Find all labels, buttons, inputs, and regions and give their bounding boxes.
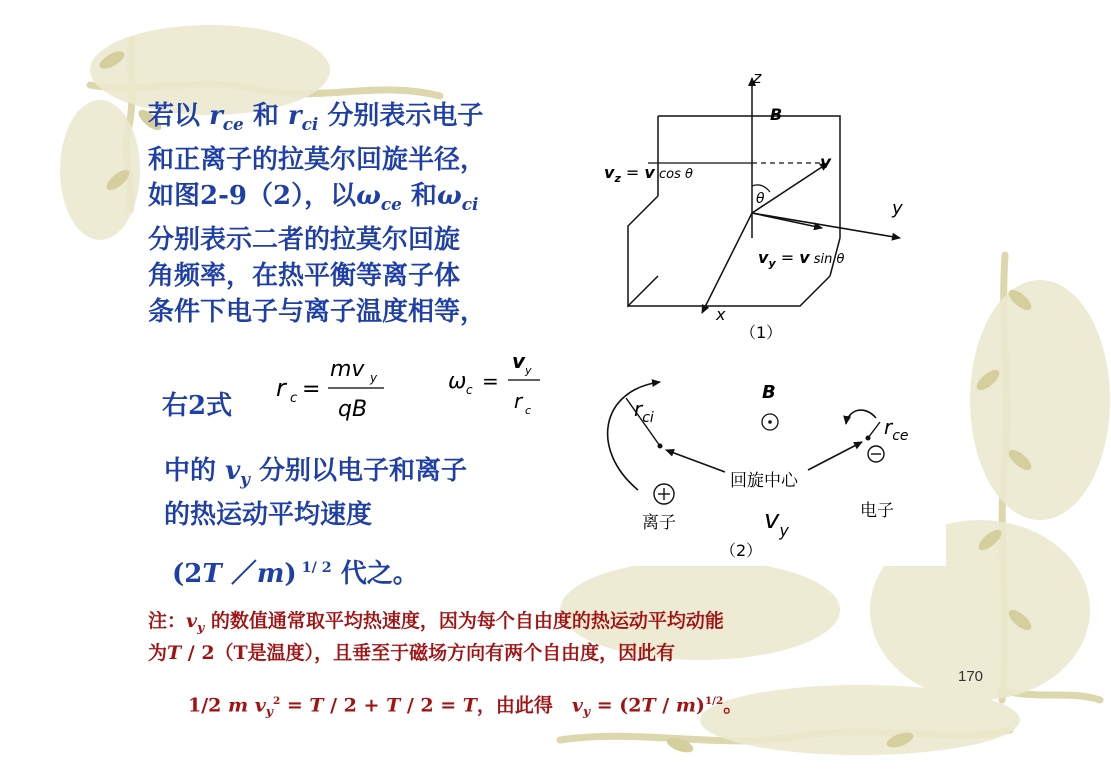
- text: 如图2-9（2），以: [148, 180, 357, 211]
- text: 分别以电子和离子: [250, 456, 468, 486]
- B-label: B: [762, 382, 776, 403]
- vy-subscript: y: [779, 521, 789, 540]
- x-axis: [702, 213, 752, 313]
- vz-equation: [604, 163, 693, 185]
- m-symbol: m: [256, 559, 285, 589]
- exponent: 1/2: [704, 695, 724, 707]
- vy-symbol: v: [186, 610, 198, 632]
- text: / 2 =: [400, 694, 463, 717]
- text: 中的: [164, 456, 226, 486]
- thermal-line-2: 的热运动平均速度: [164, 499, 373, 530]
- text: 注：: [148, 610, 187, 632]
- text: / 2（T是温度），且垂至于磁场方向有两个自由度，因此有: [181, 642, 676, 664]
- formula2-lhs: ω: [448, 369, 467, 394]
- rce-label: [884, 415, 909, 444]
- formula2-numerator: v: [512, 349, 526, 373]
- vy-subscript: y: [197, 619, 205, 635]
- intro-line-2: 和正离子的拉莫尔回旋半径，: [148, 144, 487, 175]
- omega-ce-symbol: ω: [356, 180, 381, 211]
- horizontal-plane-left: [628, 196, 658, 306]
- T-symbol: T: [641, 694, 656, 717]
- rci-symbol: r: [634, 397, 643, 421]
- figure2-caption: （2）: [720, 541, 763, 560]
- vz-eq: =: [620, 163, 645, 182]
- formula1-numerator: mv: [330, 357, 365, 382]
- vy-symbol: v: [764, 505, 780, 535]
- m-symbol: m: [675, 694, 696, 717]
- text: /: [655, 694, 676, 717]
- arrow-to-ion-center: [666, 450, 725, 472]
- thermal-velocity-paragraph: [164, 453, 467, 533]
- rce-symbol: r: [209, 101, 223, 131]
- formula2-denominator: r: [514, 389, 523, 413]
- omega-ci-symbol: ω: [436, 180, 462, 211]
- rce-subscript: ce: [222, 113, 244, 134]
- v-label: v: [820, 153, 832, 173]
- formula1-eq: =: [302, 377, 321, 402]
- intro-line-4: 分别表示二者的拉莫尔回旋: [148, 224, 461, 255]
- m-symbol: m: [228, 694, 249, 717]
- v-symbol: v: [571, 694, 583, 717]
- y-axis: [752, 213, 900, 238]
- vy-subscript: y: [768, 257, 776, 270]
- omega-ce-subscript: ce: [380, 193, 402, 214]
- intro-paragraph: [148, 98, 486, 330]
- x-axis-label: x: [716, 305, 726, 324]
- formula2-lhs-sub: c: [466, 383, 473, 397]
- text: 代之。: [331, 559, 419, 589]
- T-symbol: T: [386, 694, 401, 717]
- formula2-eq: =: [482, 369, 499, 393]
- text: (2: [172, 559, 203, 589]
- v-superscript: 2: [272, 695, 281, 707]
- ion-center-dot: [658, 444, 663, 449]
- T-symbol: T: [167, 642, 182, 664]
- T-symbol: T: [462, 694, 477, 717]
- electron-center-dot: [866, 436, 871, 441]
- intro-line-3: [148, 178, 486, 222]
- arrow-to-electron-center: [808, 442, 862, 470]
- text: 1/2: [188, 694, 228, 717]
- horizontal-plane-front: [628, 276, 830, 306]
- substitution-text: [172, 550, 419, 592]
- rce-symbol: r: [884, 415, 893, 439]
- text: ): [284, 559, 297, 589]
- vertical-plane: [658, 116, 840, 196]
- vy-label: [764, 505, 789, 540]
- rci-label: [634, 397, 654, 426]
- theta-label: θ: [756, 191, 765, 207]
- v-subscript: y: [582, 703, 591, 719]
- vy-eq: =: [775, 248, 800, 267]
- page-number: 170: [958, 668, 984, 685]
- formula1-lhs-sub: c: [290, 391, 298, 406]
- vz-v: v: [644, 163, 655, 182]
- text: / 2 +: [323, 694, 387, 717]
- figure-gyration: [580, 360, 946, 566]
- formula1-num-sub: y: [370, 371, 378, 385]
- vy-symbol: v: [758, 248, 769, 267]
- intro-line-1: [148, 98, 486, 142]
- text: 和: [401, 180, 437, 211]
- omega-ci-subscript: ci: [461, 193, 479, 214]
- y-axis-label: y: [892, 198, 903, 219]
- note-line-2: [148, 638, 675, 668]
- v-subscript: y: [265, 703, 273, 719]
- formula-intro: 右2式: [162, 391, 233, 421]
- vy-sin: sin θ: [809, 252, 845, 267]
- vy-v: v: [799, 248, 810, 267]
- text: 和: [243, 101, 288, 131]
- ion-label: 离子: [642, 513, 676, 533]
- electron-label: 电子: [860, 501, 894, 521]
- T-symbol: T: [309, 694, 324, 717]
- vz-symbol: v: [604, 163, 615, 182]
- formula1-denominator: qB: [338, 397, 368, 422]
- vz-subscript: z: [614, 172, 621, 185]
- vy-symbol: v: [225, 456, 241, 486]
- note-line-3: [188, 686, 742, 727]
- rci-subscript: ci: [301, 113, 319, 134]
- formula1-lhs: r: [276, 374, 286, 402]
- gyration-center-label: 回旋中心: [730, 471, 798, 491]
- figure-velocity-decomposition: [590, 68, 928, 350]
- vy-vector: [752, 213, 822, 228]
- B-label: B: [770, 105, 783, 124]
- intro-line-6: 条件下电子与离子温度相等，: [148, 296, 487, 327]
- vz-cos: cos θ: [654, 167, 693, 182]
- substitution-line: [172, 550, 419, 592]
- rce-subscript: ce: [892, 428, 909, 444]
- formula-larmor-radius: [272, 348, 392, 428]
- formula2-num-sub: y: [525, 364, 532, 377]
- text: 。: [723, 694, 743, 717]
- text: ): [695, 694, 705, 717]
- intro-line-5: 角频率，在热平衡等离子体: [148, 260, 461, 291]
- text: = (2: [590, 694, 642, 717]
- text: 分别表示电子: [318, 101, 484, 131]
- text: 为: [148, 642, 168, 664]
- electron-orbit-arc: [846, 410, 876, 424]
- text: ／: [221, 559, 257, 589]
- electron-radius-line: [868, 422, 880, 438]
- vy-equation: [758, 248, 845, 270]
- note-line-1: [148, 606, 724, 642]
- rci-symbol: r: [287, 101, 302, 131]
- exponent: 1/ 2: [296, 560, 332, 576]
- thermal-line-1: [164, 453, 467, 497]
- formula2-den-sub: c: [525, 404, 532, 417]
- formula-larmor-frequency: [444, 348, 554, 428]
- v-symbol: v: [248, 694, 266, 717]
- z-axis-label: z: [753, 68, 762, 87]
- rci-subscript: ci: [642, 410, 654, 426]
- T-symbol: T: [202, 559, 222, 589]
- text: =: [280, 694, 310, 717]
- B-field-dot: [768, 420, 772, 424]
- vy-subscript: y: [240, 468, 250, 489]
- text: 若以: [148, 101, 210, 131]
- text: 的数值通常取平均热速度，因为每个自由度的热运动平均动能: [204, 610, 724, 632]
- text: ，由此得: [476, 694, 572, 717]
- figure1-caption: （1）: [740, 323, 783, 342]
